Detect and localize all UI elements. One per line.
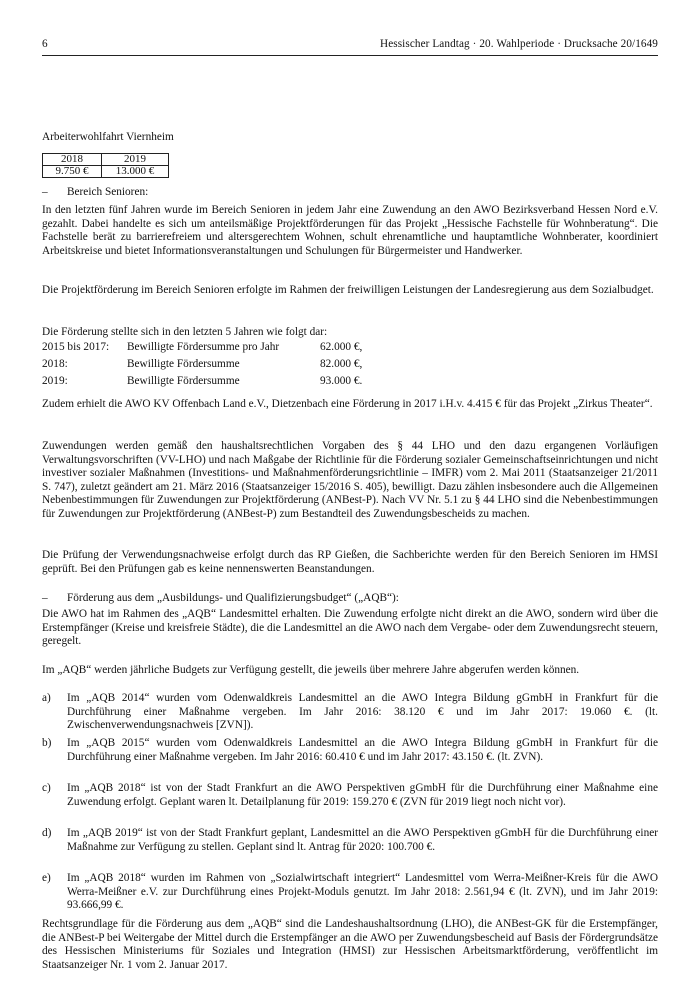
running-title: Hessischer Landtag · 20. Wahlperiode · Drucksache 20/1649 bbox=[380, 38, 658, 50]
table-cell: 2018 bbox=[43, 154, 102, 166]
section-heading-aqb: Förderung aus dem „Ausbildungs- und Qualifizierungsbudget“ („AQB“): bbox=[67, 592, 399, 604]
paragraph: Die Prüfung der Verwendungsnachweise erfolgt durch das RP Gießen, die Sachberichte werden für den Bereich Senioren im HMSI geprüft. Bei den Prüfungen gab es keine nennenswerten Beanstandungen. bbox=[42, 549, 658, 575]
paragraph: Die Projektförderung im Bereich Senioren erfolgte im Rahmen der freiwilligen Leistungen der Landesregierung aus dem Sozialbudget. bbox=[42, 284, 654, 296]
page-header bbox=[42, 38, 658, 56]
page-number: 6 bbox=[42, 38, 48, 50]
paragraph: Rechtsgrundlage für die Förderung aus dem „AQB“ sind die Landeshaushaltsordnung (LHO), die ANBest-GK für die Erstempfänger, die ANBest-P bei Weitergabe der Mittel durch die Erstempfänger an die AWO per Zuwendungsbescheid auf Basis der Fördergrundsätze des Hessischen Ministeriums für Soziales und Integration (HMSI) zur Hessischen Arbeitsmarktförderung, veröffentlicht im Staatsanzeiger Nr. 1 vom 2. Januar 2017. bbox=[42, 918, 658, 971]
list-item: Im „AQB 2019“ ist von der Stadt Frankfurt geplant, Landesmittel an die AWO Perspektiven gGmbH für die Durchführung einer Maßnahme zur Verfügung zu stellen. Geplant sind lt. Antrag für 2020: 100.700 €. bbox=[67, 827, 658, 853]
list-item-label: a) bbox=[42, 692, 51, 704]
paragraph: Die Förderung stellte sich in den letzten 5 Jahren wie folgt dar: bbox=[42, 326, 328, 338]
list-item: Im „AQB 2014“ wurden vom Odenwaldkreis Landesmittel an die AWO Integra Bildung gGmbH in Frankfurt für die Durchführung einer Maßnahme vergeben. Im Jahr 2016: 38.120 € und im Jahr 2017: 19.060 €. (lt. Zwischenverwendungsnachweis [ZVN]). bbox=[67, 692, 658, 732]
funding-period: 2018: bbox=[42, 358, 68, 370]
list-item-label: b) bbox=[42, 737, 52, 749]
table-row bbox=[43, 166, 169, 178]
list-item-label: c) bbox=[42, 782, 51, 794]
list-dash: – bbox=[42, 186, 48, 198]
funding-period: 2015 bis 2017: bbox=[42, 341, 110, 353]
funding-period: 2019: bbox=[42, 375, 68, 387]
funding-label: Bewilligte Fördersumme bbox=[127, 358, 240, 370]
list-item-label: d) bbox=[42, 827, 52, 839]
list-item: Im „AQB 2018“ ist von der Stadt Frankfurt an die AWO Perspektiven gGmbH für die Durchführung einer Maßnahme eine Zuwendung erfolgt. Geplant waren lt. Detailplanung für 2019: 159.270 € (ZVN für 2019 liegt noch nicht vor). bbox=[67, 782, 658, 808]
table-cell: 9.750 € bbox=[43, 166, 102, 178]
section-heading-senioren: Bereich Senioren: bbox=[67, 186, 149, 198]
amount-table bbox=[42, 153, 169, 178]
organization-name: Arbeiterwohlfahrt Viernheim bbox=[42, 131, 174, 143]
list-item: Im „AQB 2015“ wurden vom Odenwaldkreis Landesmittel an die AWO Integra Bildung gGmbH in Frankfurt für die Durchführung einer Maßnahme vergeben. Im Jahr 2016: 60.410 € und im Jahr 2017: 43.150 €. (lt. ZVN). bbox=[67, 737, 658, 763]
funding-amount: 93.000 €. bbox=[320, 375, 363, 387]
list-item-label: e) bbox=[42, 872, 51, 884]
paragraph: Im „AQB“ werden jährliche Budgets zur Verfügung gestellt, die jeweils über mehrere Jahre abgerufen werden können. bbox=[42, 664, 580, 676]
funding-row bbox=[42, 375, 442, 389]
funding-label: Bewilligte Fördersumme bbox=[127, 375, 240, 387]
paragraph: Zudem erhielt die AWO KV Offenbach Land e.V., Dietzenbach eine Förderung in 2017 i.H.v. 4.415 € für das Projekt „Zirkus Theater“. bbox=[42, 398, 653, 410]
paragraph: Zuwendungen werden gemäß den haushaltsrechtlichen Vorgaben des § 44 LHO und den dazu ergangenen Vorläufigen Verwaltungsvorschriften (VV-LHO) und nach Maßgabe der Richtlinie für die Förderung sozialer Gemeinschaftseinrichtungen und nicht investiver sozialer Maßnahmen (Investitions- und Maßnahmenförderungsrichtlinie – IMFR) vom 2. Mai 2011 (Staatsanzeiger 21/2011 S. 747), zuletzt geändert am 21. März 2016 (Staatsanzeiger 15/2016 S. 405), bewilligt. Dazu zählen insbesondere auch die Allgemeinen Nebenbestimmungen für Zuwendungen zur Projektförderung (ANBest-P). Nach VV Nr. 5.1 zu § 44 LHO sind die Nebenbestimmungen für Zuwendungen zur Projektförderung (ANBest-P) zum Bestandteil des Zuwendungsbescheids zu machen. bbox=[42, 440, 658, 520]
funding-label: Bewilligte Fördersumme pro Jahr bbox=[127, 341, 280, 353]
document-page bbox=[42, 38, 658, 971]
funding-amount: 62.000 €, bbox=[320, 341, 363, 353]
table-cell: 2019 bbox=[102, 154, 169, 166]
funding-row bbox=[42, 341, 442, 355]
funding-row bbox=[42, 358, 442, 372]
table-cell: 13.000 € bbox=[102, 166, 169, 178]
list-item: Im „AQB 2018“ wurden im Rahmen von „Sozialwirtschaft integriert“ Landesmittel vom Werra-Meißner-Kreis für die AWO Werra-Meißner e.V. zur Durchführung eines Projekt-Moduls genutzt. Im Jahr 2018: 2.561,94 € (lt. ZVN), und im Jahr 2019: 93.666,99 €. bbox=[67, 872, 658, 912]
table-row bbox=[43, 154, 169, 166]
list-dash: – bbox=[42, 592, 48, 604]
paragraph: In den letzten fünf Jahren wurde im Bereich Senioren in jedem Jahr eine Zuwendung an den AWO Bezirksverband Hessen Nord e.V. gezahlt. Dabei handelte es sich um anteilsmäßige Projektförderungen für das Projekt „Hessische Fachstelle für Wohnberatung“. Die Fachstelle berät zu barrierefreiem und altersgerechtem Wohnen, schult ehrenamtliche und hauptamtliche Wohnberater, koordiniert Arbeitskreise und bietet Informationsveranstaltungen und Schulungen für Bürgermeister und Handwerker. bbox=[42, 204, 658, 257]
paragraph: Die AWO hat im Rahmen des „AQB“ Landesmittel erhalten. Die Zuwendung erfolgte nicht direkt an die AWO, sondern wird über die Erstempfänger (Kreise und kreisfreie Städte), die die Landesmittel an die AWO nach dem Vergabe- oder dem Zuwendungsrecht steuern, geregelt. bbox=[42, 608, 658, 648]
funding-amount: 82.000 €, bbox=[320, 358, 363, 370]
